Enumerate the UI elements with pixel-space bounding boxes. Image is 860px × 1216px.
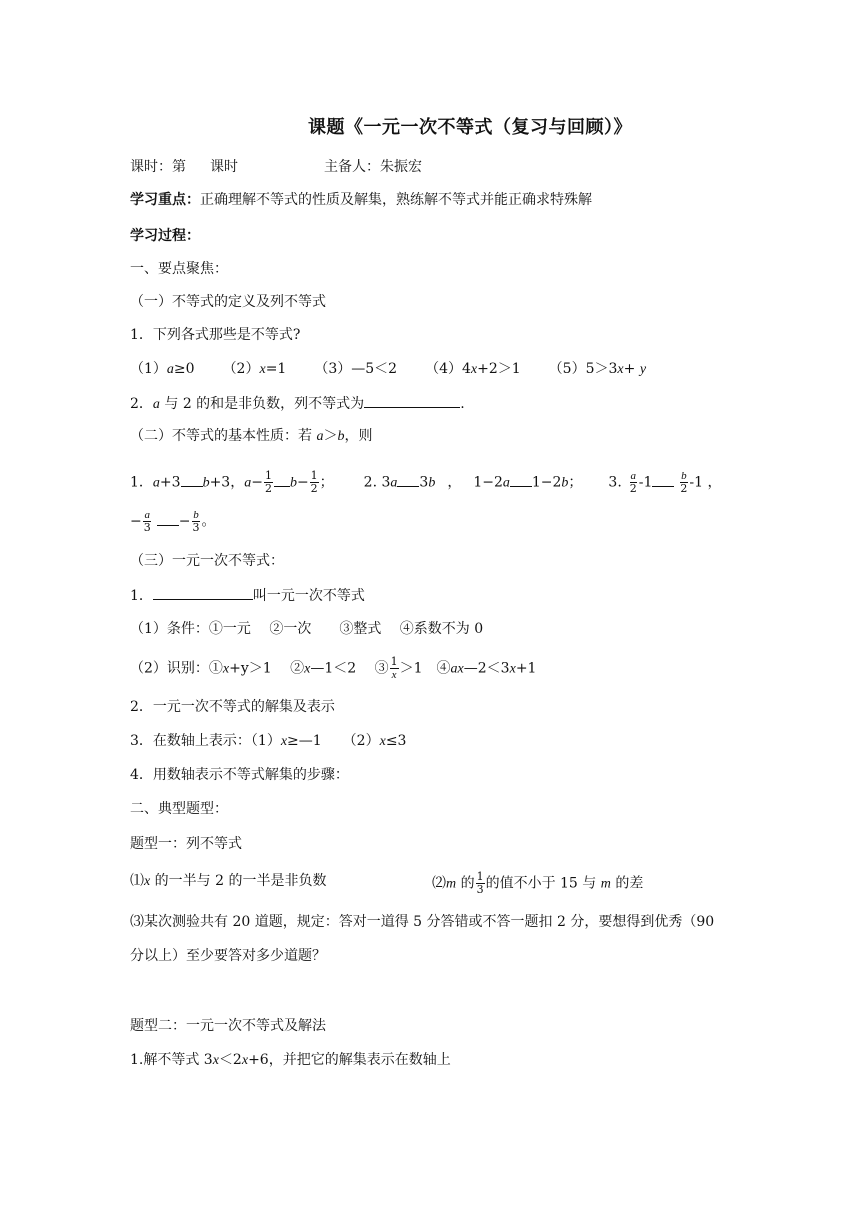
- identify-line: （2）识别：①x+y＞1 ②x—1＜2 ③ $\frac{1}{x}$ ＞1 ④ax—2＜3x+1: [130, 655, 537, 681]
- fraction-a-over-2: $\frac{a}{2}$: [629, 470, 637, 495]
- answer-blank[interactable]: [652, 472, 674, 487]
- sub-heading-1: （一）不等式的定义及列不等式: [130, 294, 326, 310]
- item-2: 2．一元一次不等式的解集及表示: [130, 699, 335, 715]
- fraction-half: $\frac{1}{2}$: [310, 469, 318, 495]
- answer-blank[interactable]: [364, 393, 460, 408]
- sub-heading-2: （二）不等式的基本性质：若 a＞b，则: [130, 428, 373, 444]
- type-1-q1: ⑴x 的一半与 2 的一半是非负数: [130, 873, 327, 889]
- period-unit: 课时: [210, 159, 238, 175]
- item-3: 3．在数轴上表示：（1）x≥—1 （2）x≤3: [130, 733, 407, 749]
- answer-blank[interactable]: [397, 472, 419, 487]
- fraction-one-third: $\frac{1}{3}$: [476, 870, 484, 896]
- question-2: 2．a 与 2 的和是非负数，列不等式为 .: [130, 393, 465, 415]
- type-1-q2: ⑵m 的 $\frac{1}{3}$ 的值不小于 15 与 m 的差: [432, 870, 644, 896]
- fraction-half: $\frac{1}{2}$: [264, 469, 272, 495]
- answer-blank[interactable]: [181, 472, 203, 487]
- question-1-items: （1）a≥0 （2）x=1 （3）—5＜2 （4）4x+2＞1 （5）5＞3x+ y: [130, 361, 647, 377]
- key-points-label: 学习重点：: [130, 192, 200, 208]
- question-1: 1．下列各式那些是不等式?: [130, 327, 301, 343]
- section2-heading: 二、典型题型：: [130, 801, 228, 817]
- section1-heading: 一、要点聚焦：: [130, 261, 228, 277]
- fraction-1-over-x: $\frac{1}{x}$: [390, 655, 398, 681]
- fraction-b-over-3: $\frac{b}{3}$: [192, 509, 200, 534]
- page-title: 课题《一元一次不等式（复习与回顾）》: [308, 117, 632, 138]
- type-1-heading: 题型一：列不等式: [130, 836, 242, 852]
- type-1-q3-line-2: 分以上）至少要答对多少道题？: [130, 948, 326, 964]
- header-line: [130, 157, 422, 177]
- properties-line: 1．a+3 b+3，a− $\frac{1}{2}$ b− $\frac{1}{2}$ ； 2. 3a 3b ， 1−2a 1−2b； 3. $\frac{a}{2}$ -1 $\frac{b}{2}$ -1 ，: [130, 469, 722, 495]
- key-points: [130, 190, 592, 210]
- answer-blank[interactable]: [157, 511, 179, 526]
- type-2-q1: 1.解不等式 3x＜2x+6，并把它的解集表示在数轴上: [130, 1052, 451, 1068]
- process-label: 学习过程：: [130, 228, 200, 244]
- properties-line-cont: − $\frac{a}{3}$ − $\frac{b}{3}$ 。: [130, 509, 216, 534]
- answer-blank[interactable]: [510, 472, 532, 487]
- conditions: （1）条件：①一元 ②一次 ③整式 ④系数不为 0: [130, 621, 484, 637]
- item-4: 4．用数轴表示不等式解集的步骤：: [130, 767, 349, 783]
- answer-blank[interactable]: [274, 472, 290, 487]
- fraction-b-over-2: $\frac{b}{2}$: [680, 470, 688, 495]
- period-label: 课时：第: [130, 159, 186, 175]
- type-1-q3-line-1: ⑶某次测验共有 20 道题，规定：答对一道得 5 分答错或不答一题扣 2 分，要想得到优秀（90: [130, 914, 715, 930]
- preparer: 主备人：朱振宏: [324, 159, 422, 175]
- fraction-a-over-3: $\frac{a}{3}$: [143, 509, 151, 534]
- definition-line: 1． 叫一元一次不等式: [130, 585, 365, 606]
- key-points-text: 正确理解不等式的性质及解集，熟练解不等式并能正确求特殊解: [200, 192, 592, 208]
- type-2-heading: 题型二：一元一次不等式及解法: [130, 1018, 326, 1034]
- sub-heading-3: （三）一元一次不等式：: [130, 553, 284, 569]
- answer-blank[interactable]: [153, 585, 253, 600]
